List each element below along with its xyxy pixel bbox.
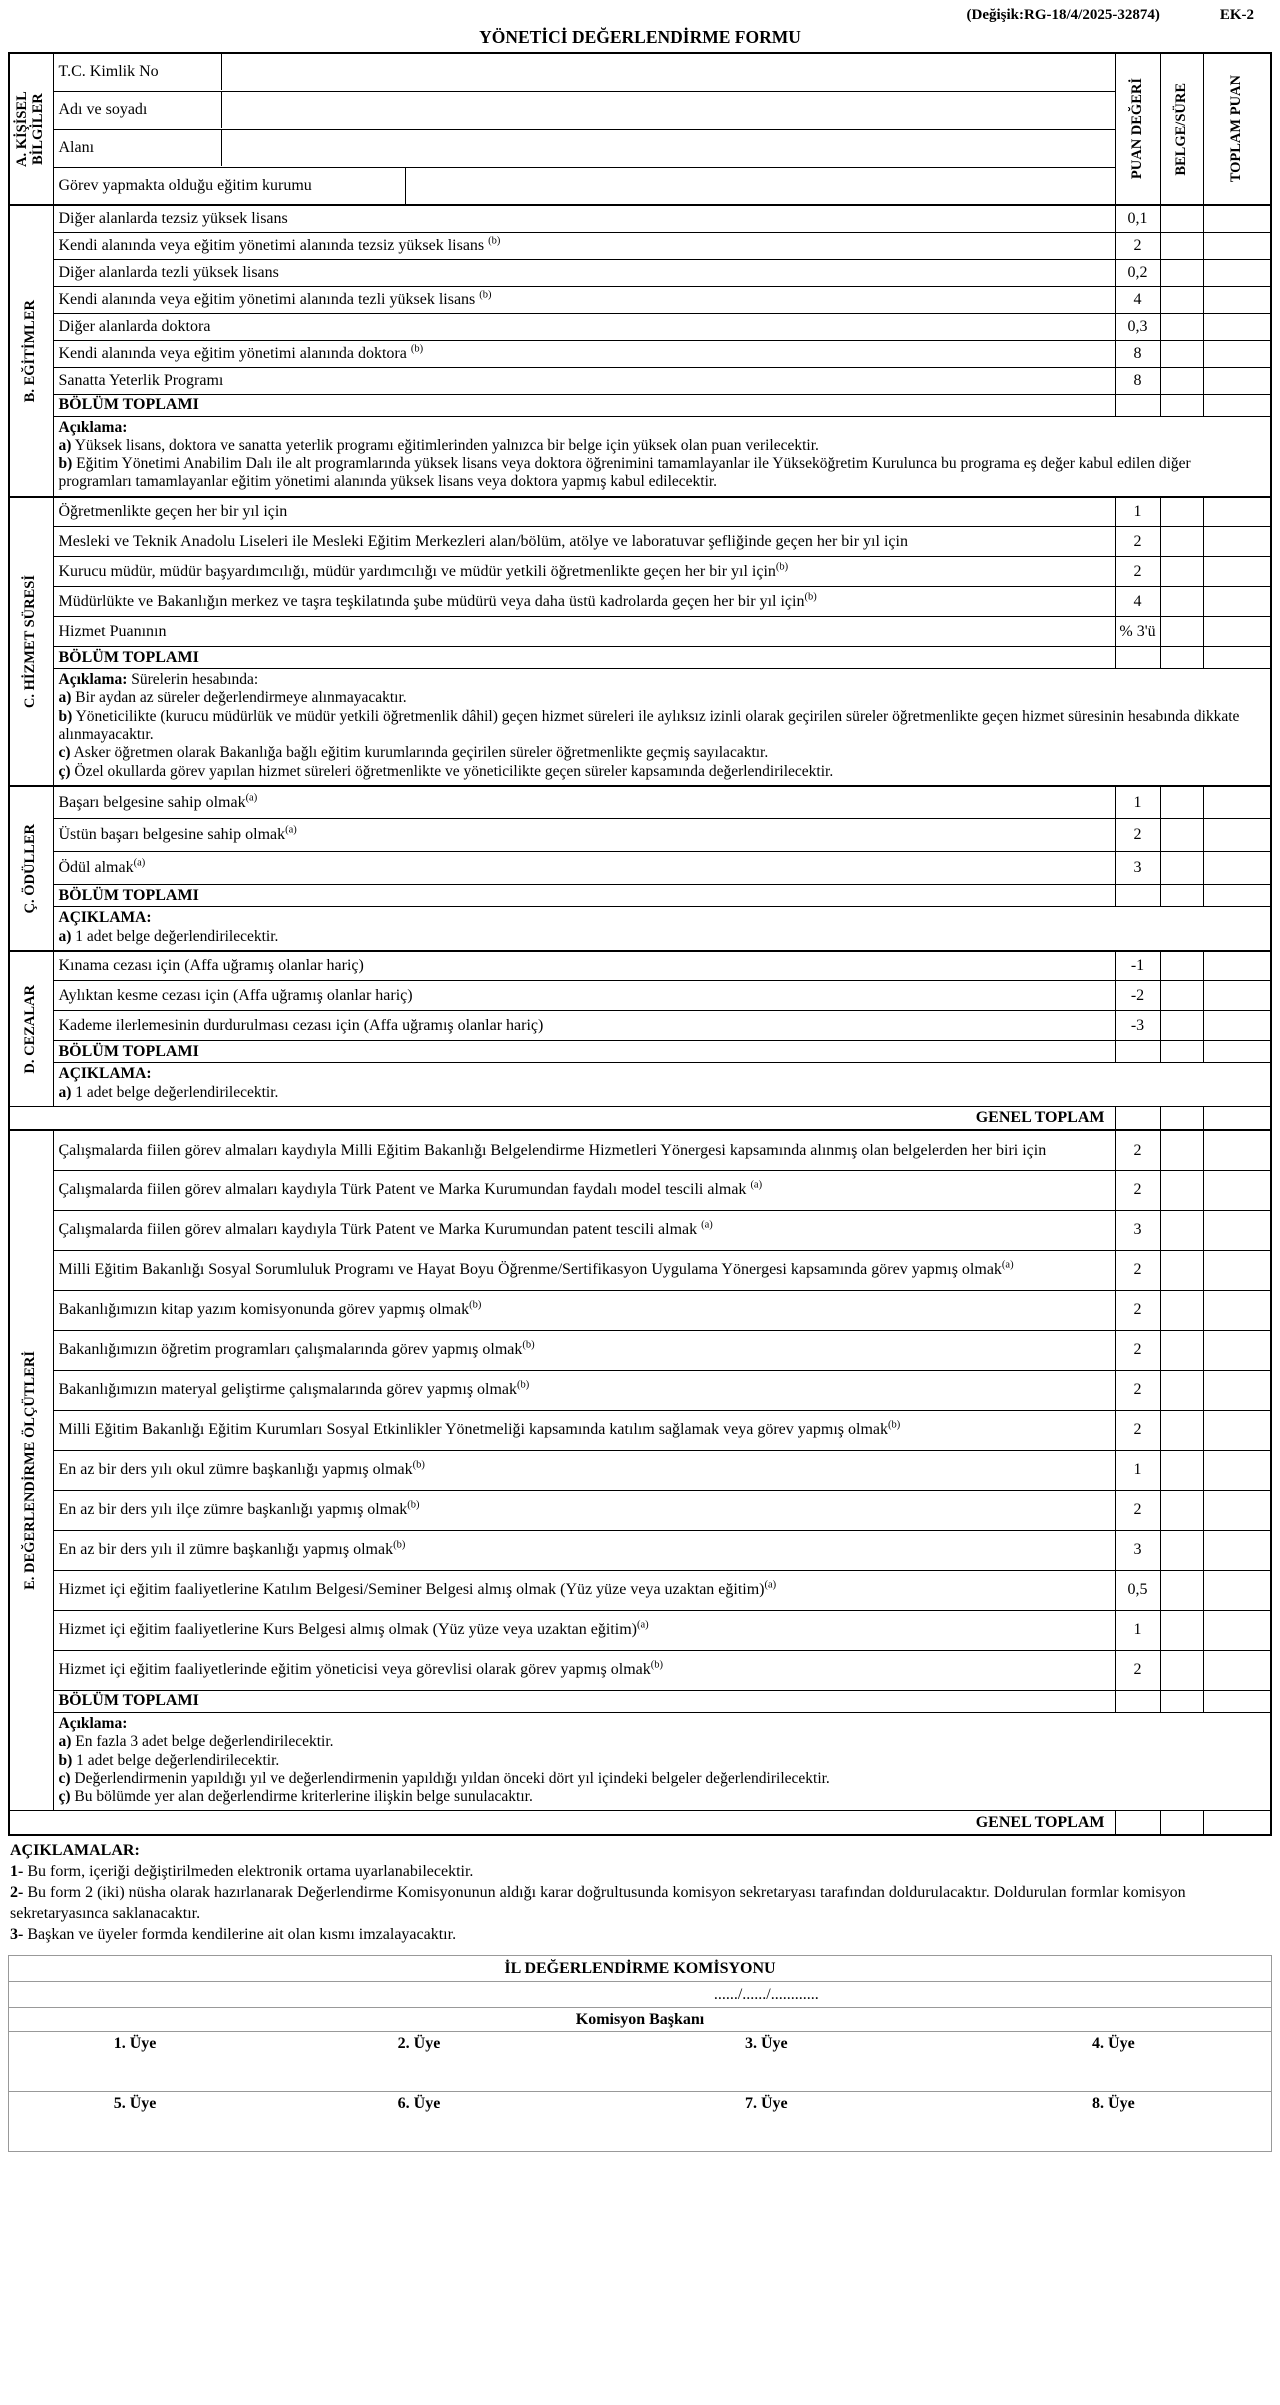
note-line: c) Değerlendirmenin yapıldığı yıl ve değerlendirmenin yapıldığı yıldan önceki dört yıl içindeki belgeler değerlendirilecektir. — [58, 1769, 830, 1787]
general-total-row — [9, 1811, 1271, 1835]
belge-sure-cell[interactable] — [1160, 981, 1203, 1011]
criterion-text: Müdürlükte ve Bakanlığın merkez ve taşra teşkilatında şube müdürü veya daha üstü kadrolarda geçen her bir yıl için$^{(b)}$ — [53, 587, 1115, 617]
score-value: 2 — [1115, 1370, 1160, 1410]
belge-sure-cell[interactable] — [1160, 1330, 1203, 1370]
note-line: a) 1 adet belge değerlendirilecektir. — [58, 1083, 279, 1101]
belge-sure-cell[interactable] — [1160, 1410, 1203, 1450]
toplam-puan-cell[interactable] — [1203, 1650, 1271, 1690]
score-value: 2 — [1115, 1290, 1160, 1330]
note-line: a) En fazla 3 adet belge değerlendirilecektir. — [58, 1733, 334, 1751]
criterion-row — [9, 527, 1271, 557]
member-label: 2. Üye — [397, 2035, 441, 2053]
criterion-row — [9, 981, 1271, 1011]
column-header-toplam-puan: TOPLAM PUAN — [1227, 75, 1244, 183]
member-signature-cell[interactable] — [9, 2032, 262, 2092]
member-signature-cell[interactable] — [956, 2032, 1272, 2092]
score-value: 1 — [1115, 1610, 1160, 1650]
section-total-row — [9, 394, 1271, 416]
section-notes — [53, 416, 1271, 497]
toplam-puan-cell[interactable] — [1203, 1610, 1271, 1650]
criterion-row — [9, 259, 1271, 286]
notes-heading: Açıklama: Sürelerin hesabında: — [58, 671, 259, 689]
criterion-row — [9, 786, 1271, 819]
criterion-row — [9, 1210, 1271, 1250]
score-value: 3 — [1115, 852, 1160, 885]
section-total-toplam[interactable] — [1203, 647, 1271, 669]
section-notes-row — [9, 907, 1271, 951]
criterion-row — [9, 1130, 1271, 1170]
criterion-text: Hizmet Puanının — [53, 617, 1115, 647]
section-notes — [53, 1712, 1271, 1810]
criterion-text: Kendi alanında veya eğitim yönetimi alanında tezli yüksek lisans $^{(b)}$ — [53, 286, 1115, 313]
personal-field-label: Görev yapmakta olduğu eğitim kurumu — [54, 168, 406, 204]
score-value: 2 — [1115, 557, 1160, 587]
member-label: 4. Üye — [1092, 2035, 1135, 2053]
section-label — [9, 786, 53, 951]
criterion-text: En az bir ders yılı ilçe zümre başkanlığı yapmış olmak$^{(b)}$ — [53, 1490, 1115, 1530]
commission-title-row — [9, 1956, 1272, 1982]
criterion-row — [9, 340, 1271, 367]
criterion-text: Hizmet içi eğitim faaliyetlerine Kurs Belgesi almış olmak (Yüz yüze veya uzaktan eğitim)$^{(a)}$ — [53, 1610, 1115, 1650]
footer-items — [10, 1861, 1270, 1945]
section-title: C. HİZMET SÜRESİ — [22, 574, 39, 708]
criterion-row — [9, 852, 1271, 885]
criterion-row — [9, 232, 1271, 259]
section-total-label: BÖLÜM TOPLAMI — [53, 647, 1115, 669]
member-label: 5. Üye — [113, 2095, 157, 2113]
criterion-row — [9, 617, 1271, 647]
annex-label: EK-2 — [1219, 7, 1254, 23]
toplam-puan-cell[interactable] — [1203, 617, 1271, 647]
belge-sure-cell[interactable] — [1160, 951, 1203, 981]
section-notes-row — [9, 669, 1271, 786]
criterion-text: Sanatta Yeterlik Programı — [53, 367, 1115, 394]
commission-date-field[interactable]: ....../....../............ — [577, 1982, 956, 2008]
criterion-text: Hizmet içi eğitim faaliyetlerinde eğitim yöneticisi veya görevlisi olarak görev yapmış olmak$^{(b)}$ — [53, 1650, 1115, 1690]
criterion-text: Milli Eğitim Bakanlığı Sosyal Sorumluluk Programı ve Hayat Boyu Öğrenme/Sertifikasyon Uygulama Yönergesi kapsamında görev yapmış olmak$^{(a)}$ — [53, 1250, 1115, 1290]
section-label — [9, 1130, 53, 1810]
score-value: 1 — [1115, 786, 1160, 819]
toplam-puan-cell[interactable] — [1203, 1290, 1271, 1330]
score-value: 2 — [1115, 819, 1160, 852]
criterion-row — [9, 286, 1271, 313]
top-line — [8, 5, 1272, 26]
personal-field-input[interactable] — [222, 92, 1115, 128]
section-total-label: BÖLÜM TOPLAMI — [53, 1041, 1115, 1063]
section-total-belge[interactable] — [1160, 1041, 1203, 1063]
belge-sure-cell[interactable] — [1160, 205, 1203, 232]
score-value: 4 — [1115, 286, 1160, 313]
belge-sure-cell[interactable] — [1160, 1011, 1203, 1041]
section-title: D. CEZALAR — [22, 984, 39, 1074]
belge-sure-cell[interactable] — [1160, 367, 1203, 394]
note-line: b) 1 adet belge değerlendirilecektir. — [58, 1751, 280, 1769]
section-total-puan[interactable] — [1115, 1041, 1160, 1063]
belge-sure-cell[interactable] — [1160, 617, 1203, 647]
member-signature-cell[interactable] — [261, 2032, 577, 2092]
toplam-puan-cell[interactable] — [1203, 587, 1271, 617]
toplam-puan-cell[interactable] — [1203, 557, 1271, 587]
column-header-belge-sure: BELGE/SÜRE — [1172, 82, 1189, 176]
criterion-text: Hizmet içi eğitim faaliyetlerine Katılım Belgesi/Seminer Belgesi almış olmak (Yüz yüze veya uzaktan eğitim)$^{(a)}$ — [53, 1570, 1115, 1610]
score-value: 2 — [1115, 1330, 1160, 1370]
score-value: 1 — [1115, 1450, 1160, 1490]
personal-field-input[interactable] — [406, 168, 1115, 204]
score-value: 8 — [1115, 340, 1160, 367]
commission-chair-label: Komisyon Başkanı — [9, 2008, 1272, 2032]
score-value: 1 — [1115, 497, 1160, 527]
general-total-label: GENEL TOPLAM — [9, 1106, 1115, 1130]
section-label — [9, 205, 53, 497]
notes-heading: Açıklama: — [58, 1714, 128, 1732]
criterion-text: Başarı belgesine sahip olmak$^{(a)}$ — [53, 786, 1115, 819]
member-label: 6. Üye — [397, 2095, 441, 2113]
personal-field-input[interactable] — [222, 54, 1115, 90]
criterion-row — [9, 1330, 1271, 1370]
belge-sure-cell[interactable] — [1160, 340, 1203, 367]
section-title: Ç. ÖDÜLLER — [22, 823, 39, 914]
commission-chair-row — [9, 2008, 1272, 2032]
section-title: E. DEĞERLENDİRME ÖLÇÜTLERİ — [22, 1351, 39, 1591]
section-notes — [53, 669, 1271, 786]
toplam-puan-cell[interactable] — [1203, 367, 1271, 394]
toplam-puan-cell[interactable] — [1203, 286, 1271, 313]
member-signature-cell[interactable] — [261, 2092, 577, 2152]
toplam-puan-cell[interactable] — [1203, 1370, 1271, 1410]
criterion-text: Aylıktan kesme cezası için (Affa uğramış olanlar hariç) — [53, 981, 1115, 1011]
toplam-puan-cell[interactable] — [1203, 1490, 1271, 1530]
evaluation-table — [8, 52, 1272, 1836]
criterion-row — [9, 557, 1271, 587]
criterion-text: Kurucu müdür, müdür başyardımcılığı, müdür yardımcılığı ve müdür yetkili öğretmenlikte geçen her bir yıl için$^{(b)}$ — [53, 557, 1115, 587]
footer-notes — [8, 1836, 1272, 1946]
section-total-belge[interactable] — [1160, 885, 1203, 907]
criterion-row — [9, 951, 1271, 981]
belge-sure-cell[interactable] — [1160, 1130, 1203, 1170]
toplam-puan-cell[interactable] — [1203, 1530, 1271, 1570]
criterion-text: Kendi alanında veya eğitim yönetimi alanında doktora $^{(b)}$ — [53, 340, 1115, 367]
score-value: -2 — [1115, 981, 1160, 1011]
criterion-text: Bakanlığımızın öğretim programları çalışmalarında görev yapmış olmak$^{(b)}$ — [53, 1330, 1115, 1370]
toplam-puan-cell[interactable] — [1203, 340, 1271, 367]
general-total-label: GENEL TOPLAM — [9, 1811, 1115, 1835]
toplam-puan-cell[interactable] — [1203, 205, 1271, 232]
general-total-toplam[interactable] — [1203, 1106, 1271, 1130]
criterion-row — [9, 313, 1271, 340]
page-title: YÖNETİCİ DEĞERLENDİRME FORMU — [479, 27, 801, 47]
belge-sure-cell[interactable] — [1160, 497, 1203, 527]
section-label-a — [9, 53, 53, 205]
toplam-puan-cell[interactable] — [1203, 259, 1271, 286]
notes-heading: AÇIKLAMA: — [58, 1065, 152, 1083]
general-total-belge[interactable] — [1160, 1811, 1203, 1835]
criterion-text: Çalışmalarda fiilen görev almaları kaydıyla Türk Patent ve Marka Kurumundan patent tescili almak $^{(a)}$ — [53, 1210, 1115, 1250]
toplam-puan-cell[interactable] — [1203, 819, 1271, 852]
criterion-row — [9, 205, 1271, 232]
toplam-puan-cell[interactable] — [1203, 852, 1271, 885]
note-line: c) Asker öğretmen olarak Bakanlığa bağlı eğitim kurumlarında geçirilen süreler öğretmenlikte geçmiş sayılacaktır. — [58, 744, 769, 762]
section-total-toplam[interactable] — [1203, 885, 1271, 907]
belge-sure-cell[interactable] — [1160, 852, 1203, 885]
note-line: a) Yüksek lisans, doktora ve sanatta yeterlik programı eğitimlerinden yalnızca bir belge için yüksek olan puan verilecektir. — [58, 436, 819, 454]
footer-note: 3- Başkan ve üyeler formda kendilerine ait olan kısmı imzalayacaktır. — [10, 1926, 457, 1944]
notes-heading: Açıklama: — [58, 418, 128, 436]
criterion-row — [9, 1011, 1271, 1041]
note-line: b) Yöneticilikte (kurucu müdürlük ve müdür yetkili öğretmenlik dâhil) geçen hizmet süreleri ile aylıksız izinli olarak geçirilen süreler öğretmenlikte geçen hizmet süresinin hesabında dikkate alınmayacaktır. — [58, 707, 1240, 743]
personal-row — [9, 91, 1271, 129]
criterion-row — [9, 497, 1271, 527]
section-notes-row — [9, 416, 1271, 497]
note-line: ç) Bu bölümde yer alan değerlendirme kriterlerine ilişkin belge sunulacaktır. — [58, 1788, 533, 1806]
belge-sure-cell[interactable] — [1160, 1250, 1203, 1290]
toplam-puan-cell[interactable] — [1203, 232, 1271, 259]
score-value: 2 — [1115, 1250, 1160, 1290]
personal-field-label: Adı ve soyadı — [54, 92, 222, 128]
score-value: 2 — [1115, 232, 1160, 259]
criterion-row — [9, 1450, 1271, 1490]
belge-sure-cell[interactable] — [1160, 1530, 1203, 1570]
member-label: 3. Üye — [744, 2035, 788, 2053]
criterion-row — [9, 819, 1271, 852]
criterion-text: En az bir ders yılı okul zümre başkanlığı yapmış olmak$^{(b)}$ — [53, 1450, 1115, 1490]
general-total-row — [9, 1106, 1271, 1130]
section-a-title: A. KİŞİSEL BİLGİLER — [14, 91, 47, 167]
belge-sure-cell[interactable] — [1160, 557, 1203, 587]
criterion-row — [9, 1290, 1271, 1330]
belge-sure-cell[interactable] — [1160, 286, 1203, 313]
score-value: % 3'ü — [1115, 617, 1160, 647]
belge-sure-cell[interactable] — [1160, 527, 1203, 557]
section-total-label: BÖLÜM TOPLAMI — [53, 394, 1115, 416]
criterion-row — [9, 1250, 1271, 1290]
section-total-puan[interactable] — [1115, 885, 1160, 907]
toplam-puan-cell[interactable] — [1203, 1130, 1271, 1170]
section-total-puan[interactable] — [1115, 1690, 1160, 1712]
belge-sure-cell[interactable] — [1160, 313, 1203, 340]
criterion-text: Kendi alanında veya eğitim yönetimi alanında tezsiz yüksek lisans $^{(b)}$ — [53, 232, 1115, 259]
note-line: b) Eğitim Yönetimi Anabilim Dalı ile alt programlarında yüksek lisans veya doktora öğrenimini tamamlayanlar ile Yükseköğretim Kurulunca bu programa eş değer kabul edilen diğer programları tamamlayanlar eğitim yönetimi alanında yüksek lisans veya doktora yapmış kabul edilecektir. — [58, 455, 1191, 491]
section-total-row — [9, 1690, 1271, 1712]
criterion-text: Milli Eğitim Bakanlığı Eğitim Kurumları Sosyal Etkinlikler Yönetmeliği kapsamında katılım sağlamak veya görev yapmış olmak$^{(b)}$ — [53, 1410, 1115, 1450]
score-value: -3 — [1115, 1011, 1160, 1041]
member-label: 1. Üye — [113, 2035, 157, 2053]
section-total-toplam[interactable] — [1203, 1690, 1271, 1712]
section-total-row — [9, 647, 1271, 669]
criterion-text: Çalışmalarda fiilen görev almaları kaydıyla Türk Patent ve Marka Kurumundan faydalı model tescili almak $^{(a)}$ — [53, 1170, 1115, 1210]
belge-sure-cell[interactable] — [1160, 259, 1203, 286]
criterion-row — [9, 1490, 1271, 1530]
belge-sure-cell[interactable] — [1160, 1290, 1203, 1330]
notes-heading: AÇIKLAMA: — [58, 909, 152, 927]
belge-sure-cell[interactable] — [1160, 1570, 1203, 1610]
belge-sure-cell[interactable] — [1160, 1370, 1203, 1410]
toplam-puan-cell[interactable] — [1203, 1250, 1271, 1290]
general-total-puan[interactable] — [1115, 1106, 1160, 1130]
criterion-text: Üstün başarı belgesine sahip olmak$^{(a)}$ — [53, 819, 1115, 852]
note-line: a) Bir aydan az süreler değerlendirmeye alınmayacaktır. — [58, 689, 407, 707]
belge-sure-cell[interactable] — [1160, 1490, 1203, 1530]
personal-row — [9, 129, 1271, 167]
section-label — [9, 497, 53, 786]
score-value: 3 — [1115, 1530, 1160, 1570]
toplam-puan-cell[interactable] — [1203, 1011, 1271, 1041]
score-value: 0,3 — [1115, 313, 1160, 340]
criterion-row — [9, 1170, 1271, 1210]
criterion-text: Diğer alanlarda tezli yüksek lisans — [53, 259, 1115, 286]
section-total-toplam[interactable] — [1203, 394, 1271, 416]
toplam-puan-cell[interactable] — [1203, 497, 1271, 527]
section-total-puan[interactable] — [1115, 647, 1160, 669]
score-value: 0,2 — [1115, 259, 1160, 286]
criterion-row — [9, 367, 1271, 394]
section-total-label: BÖLÜM TOPLAMI — [53, 1690, 1115, 1712]
general-total-puan[interactable] — [1115, 1811, 1160, 1835]
criterion-row — [9, 1370, 1271, 1410]
belge-sure-cell[interactable] — [1160, 232, 1203, 259]
toplam-puan-cell[interactable] — [1203, 1570, 1271, 1610]
criterion-text: Diğer alanlarda doktora — [53, 313, 1115, 340]
score-value: 8 — [1115, 367, 1160, 394]
member-signature-cell[interactable] — [9, 2092, 262, 2152]
criterion-text: Kademe ilerlemesinin durdurulması cezası için (Affa uğramış olanlar hariç) — [53, 1011, 1115, 1041]
section-total-belge[interactable] — [1160, 647, 1203, 669]
commission-members-row-2 — [9, 2092, 1272, 2152]
criterion-row — [9, 1410, 1271, 1450]
member-label: 8. Üye — [1092, 2095, 1135, 2113]
section-title: B. EĞİTİMLER — [22, 299, 39, 402]
revision-note: (Değişik:RG-18/4/2025-32874) — [966, 7, 1160, 23]
criterion-text: Kınama cezası için (Affa uğramış olanlar hariç) — [53, 951, 1115, 981]
commission-members-row-1 — [9, 2032, 1272, 2092]
score-value: -1 — [1115, 951, 1160, 981]
belge-sure-cell[interactable] — [1160, 1610, 1203, 1650]
toplam-puan-cell[interactable] — [1203, 1410, 1271, 1450]
toplam-puan-cell[interactable] — [1203, 1450, 1271, 1490]
note-line: ç) Özel okullarda görev yapılan hizmet süreleri öğretmenlikte ve yöneticilikte geçen süreler kapsamında değerlendirilecektir. — [58, 762, 834, 780]
belge-sure-cell[interactable] — [1160, 1650, 1203, 1690]
toplam-puan-cell[interactable] — [1203, 527, 1271, 557]
toplam-puan-cell[interactable] — [1203, 1210, 1271, 1250]
member-signature-cell[interactable] — [577, 2092, 956, 2152]
criterion-row — [9, 1530, 1271, 1570]
belge-sure-cell[interactable] — [1160, 587, 1203, 617]
toplam-puan-cell[interactable] — [1203, 1330, 1271, 1370]
toplam-puan-cell[interactable] — [1203, 786, 1271, 819]
criterion-text: Öğretmenlikte geçen her bir yıl için — [53, 497, 1115, 527]
score-value: 2 — [1115, 1490, 1160, 1530]
personal-field-input[interactable] — [222, 130, 1115, 166]
score-value: 2 — [1115, 1650, 1160, 1690]
criterion-row — [9, 1570, 1271, 1610]
toplam-puan-cell[interactable] — [1203, 1170, 1271, 1210]
belge-sure-cell[interactable] — [1160, 1450, 1203, 1490]
footer-note: 2- Bu form 2 (iki) nüsha olarak hazırlanarak Değerlendirme Komisyonunun aldığı karar doğrultusunda komisyon sekretaryası tarafından doldurulacaktır. Doldurulan formlar komisyon sekretaryasınca saklanacaktır. — [10, 1884, 1186, 1923]
toplam-puan-cell[interactable] — [1203, 981, 1271, 1011]
general-total-belge[interactable] — [1160, 1106, 1203, 1130]
score-value: 2 — [1115, 1410, 1160, 1450]
criterion-text: Çalışmalarda fiilen görev almaları kaydıyla Milli Eğitim Bakanlığı Belgelendirme Hizmetleri Yönergesi kapsamında alınmış olan belgelerden her biri için — [53, 1130, 1115, 1170]
personal-row — [9, 53, 1271, 91]
score-value: 2 — [1115, 527, 1160, 557]
section-notes-row — [9, 1063, 1271, 1107]
belge-sure-cell[interactable] — [1160, 819, 1203, 852]
score-value: 4 — [1115, 587, 1160, 617]
section-total-belge[interactable] — [1160, 394, 1203, 416]
belge-sure-cell[interactable] — [1160, 1170, 1203, 1210]
footer-note: 1- Bu form, içeriği değiştirilmeden elektronik ortama uyarlanabilecektir. — [10, 1862, 474, 1880]
commission-date-row — [9, 1982, 1272, 2008]
column-header-puan-degeri: PUAN DEĞERİ — [1128, 78, 1145, 180]
commission-table — [8, 1955, 1272, 2152]
criterion-text: Diğer alanlarda tezsiz yüksek lisans — [53, 205, 1115, 232]
personal-row — [9, 167, 1271, 205]
score-value: 2 — [1115, 1130, 1160, 1170]
personal-field-label: Alanı — [54, 130, 222, 166]
member-signature-cell[interactable] — [956, 2092, 1272, 2152]
section-total-puan[interactable] — [1115, 394, 1160, 416]
belge-sure-cell[interactable] — [1160, 786, 1203, 819]
criterion-text: En az bir ders yılı il zümre başkanlığı yapmış olmak$^{(b)}$ — [53, 1530, 1115, 1570]
belge-sure-cell[interactable] — [1160, 1210, 1203, 1250]
section-total-toplam[interactable] — [1203, 1041, 1271, 1063]
commission-title: İL DEĞERLENDİRME KOMİSYONU — [9, 1956, 1272, 1982]
score-value: 0,1 — [1115, 205, 1160, 232]
personal-field-label: T.C. Kimlik No — [54, 54, 222, 90]
general-total-toplam[interactable] — [1203, 1811, 1271, 1835]
section-notes — [53, 907, 1271, 951]
criterion-text: Bakanlığımızın kitap yazım komisyonunda görev yapmış olmak$^{(b)}$ — [53, 1290, 1115, 1330]
criterion-row — [9, 1610, 1271, 1650]
score-value: 3 — [1115, 1210, 1160, 1250]
criterion-text: Mesleki ve Teknik Anadolu Liseleri ile Mesleki Eğitim Merkezleri alan/bölüm, atölye ve laboratuvar şefliğinde geçen her bir yıl için — [53, 527, 1115, 557]
score-value: 0,5 — [1115, 1570, 1160, 1610]
criterion-text: Bakanlığımızın materyal geliştirme çalışmalarında görev yapmış olmak$^{(b)}$ — [53, 1370, 1115, 1410]
criterion-text: Ödül almak$^{(a)}$ — [53, 852, 1115, 885]
section-total-row — [9, 885, 1271, 907]
criterion-row — [9, 1650, 1271, 1690]
member-label: 7. Üye — [744, 2095, 788, 2113]
member-signature-cell[interactable] — [577, 2032, 956, 2092]
note-line: a) 1 adet belge değerlendirilecektir. — [58, 927, 279, 945]
section-label — [9, 951, 53, 1107]
toplam-puan-cell[interactable] — [1203, 313, 1271, 340]
footer-heading: AÇIKLAMALAR: — [10, 1841, 140, 1859]
section-total-label: BÖLÜM TOPLAMI — [53, 885, 1115, 907]
section-notes — [53, 1063, 1271, 1107]
score-value: 2 — [1115, 1170, 1160, 1210]
toplam-puan-cell[interactable] — [1203, 951, 1271, 981]
criterion-row — [9, 587, 1271, 617]
section-total-belge[interactable] — [1160, 1690, 1203, 1712]
section-total-row — [9, 1041, 1271, 1063]
section-notes-row — [9, 1712, 1271, 1810]
